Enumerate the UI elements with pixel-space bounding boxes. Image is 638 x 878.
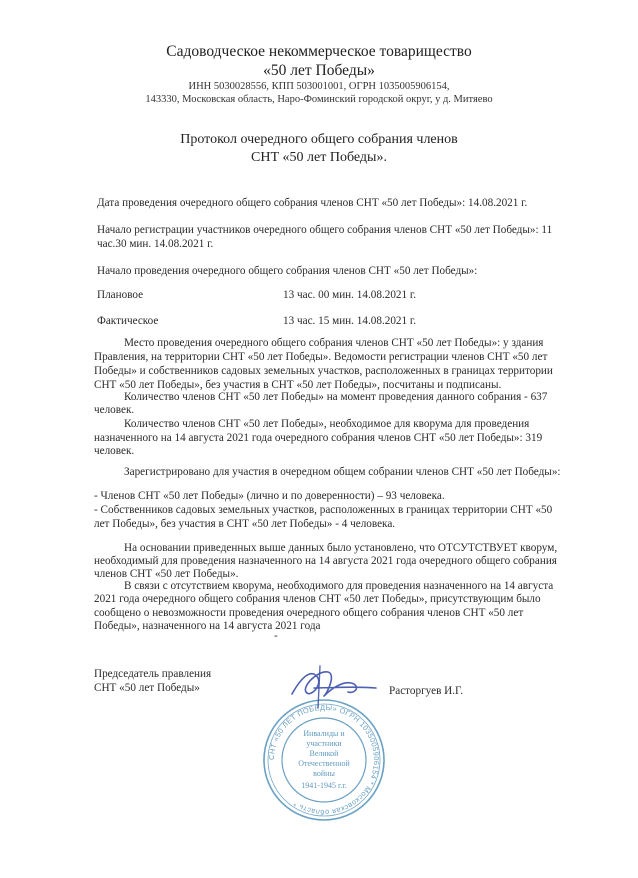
stamp-center-line-4: Отечественной bbox=[298, 759, 350, 768]
conclusion-line-2: необходимый для проведения назначенного на 14 августа 2021 года очередного общего собрания bbox=[94, 555, 557, 567]
handwritten-signature bbox=[284, 658, 384, 714]
planned-time-value: 13 час. 00 мин. 14.08.2021 г. bbox=[283, 289, 417, 301]
announcement-line-1: В связи с отсутствием кворума, необходимого для проведения назначенного на 14 августа bbox=[124, 580, 554, 592]
members-count-line-2: человек. bbox=[94, 404, 135, 416]
members-count-line-1: Количество членов СНТ «50 лет Победы» на момент проведения данного собрания - 637 bbox=[124, 391, 548, 403]
place-line-2: Правления, на территории СНТ «50 лет Победы». Ведомости регистрации членов СНТ «50 лет bbox=[94, 351, 548, 363]
signer-role-line-1: Председатель правления bbox=[94, 668, 212, 680]
registration-start-line-2: час.30 мин. 14.08.2021 г. bbox=[97, 238, 214, 250]
conclusion-line-1: На основании приведенных выше данных было установлено, что ОТСУТСТВУЕТ кворум, bbox=[124, 542, 558, 554]
org-name-line-2: «50 лет Победы» bbox=[263, 62, 375, 79]
place-line-4: СНТ «50 лет Победы», без участия в СНТ «50 лет Победы», посчитаны и подписаны. bbox=[94, 379, 502, 391]
quorum-line-3: человек. bbox=[94, 445, 135, 457]
stamp-center-line-5: войны bbox=[313, 769, 335, 778]
actual-time-value: 13 час. 15 мин. 14.08.2021 г. bbox=[283, 315, 417, 327]
round-stamp bbox=[260, 696, 388, 824]
meeting-start-line: Начало проведения очередного общего собрания членов СНТ «50 лет Победы»: bbox=[97, 265, 478, 277]
announcement-line-4: Победы», назначенного на 14 августа 2021 года bbox=[94, 620, 321, 632]
organization-requisites bbox=[0, 80, 638, 106]
stamp-ring-text: СНТ «50 ЛЕТ ПОБЕДЫ» ОГРН 1035005906154 * Московская область * bbox=[266, 702, 382, 818]
organization-name bbox=[0, 42, 638, 80]
meeting-date-line: Дата проведения очередного общего собрания членов СНТ «50 лет Победы»: 14.08.2021 г. bbox=[97, 197, 528, 209]
protocol-title bbox=[0, 131, 638, 167]
planned-time-label: Плановое bbox=[97, 289, 144, 301]
stamp-center-line-3: Великой bbox=[309, 749, 339, 758]
announcement-line-2: 2021 года очередного общего собрания членов СНТ «50 лет Победы», присутствующим было bbox=[94, 593, 541, 605]
registered-owners-bullet-line-2: лет Победы», без участия в СНТ «50 лет Победы» - 4 человека. bbox=[94, 518, 396, 530]
requisites-line-2: 143330, Московская область, Наро-Фоминский городской округ, у д. Митяево bbox=[145, 94, 493, 105]
place-line-1: Место проведения очередного общего собрания членов СНТ «50 лет Победы»: у здания bbox=[124, 337, 544, 349]
protocol-title-line-2: СНТ «50 лет Победы». bbox=[251, 150, 387, 165]
dash-mark: - bbox=[274, 630, 278, 642]
protocol-title-line-1: Протокол очередного общего собрания членов bbox=[180, 132, 458, 147]
stamp-center-line-2: участники bbox=[306, 739, 342, 748]
registered-owners-bullet-line-1: - Собственников садовых земельных участков, расположенных в границах территории СНТ «50 bbox=[94, 504, 553, 516]
announcement-line-3: сообщено о невозможности проведения очередного общего собрания членов СНТ «50 лет bbox=[94, 607, 524, 619]
signer-role-line-2: СНТ «50 лет Победы» bbox=[94, 682, 200, 694]
quorum-line-2: назначенного на 14 августа 2021 года очередного собрания членов СНТ «50 лет Победы»: 319 bbox=[94, 432, 543, 444]
quorum-line-1: Количество членов СНТ «50 лет Победы», необходимое для кворума для проведения bbox=[124, 418, 530, 430]
stamp-center-line-6: 1941-1945 г.г. bbox=[301, 781, 347, 790]
actual-time-label: Фактическое bbox=[97, 315, 159, 327]
place-line-3: Победы» и собственников садовых земельных участков, расположенных в границах территории bbox=[94, 365, 553, 377]
stamp-center-line-1: Инвалиды и bbox=[303, 729, 345, 738]
registered-members-bullet: - Членов СНТ «50 лет Победы» (лично и по доверенности) – 93 человека. bbox=[94, 490, 445, 502]
registration-start-line-1: Начало регистрации участников очередного общего собрания членов СНТ «50 лет Победы»: 11 bbox=[97, 224, 553, 236]
signature-stroke bbox=[292, 672, 376, 696]
registered-line: Зарегистрировано для участия в очередном общем собрании членов СНТ «50 лет Победы»: bbox=[124, 466, 561, 478]
conclusion-line-3: членов СНТ «50 лет Победы». bbox=[94, 568, 239, 580]
signature-vertical-stroke bbox=[318, 666, 320, 708]
requisites-line-1: ИНН 5030028556, КПП 503001001, ОГРН 1035005906154, bbox=[188, 81, 450, 92]
signer-name: Расторгуев И.Г. bbox=[389, 685, 464, 697]
org-name-line-1: Садоводческое некоммерческое товарищество bbox=[166, 43, 472, 60]
